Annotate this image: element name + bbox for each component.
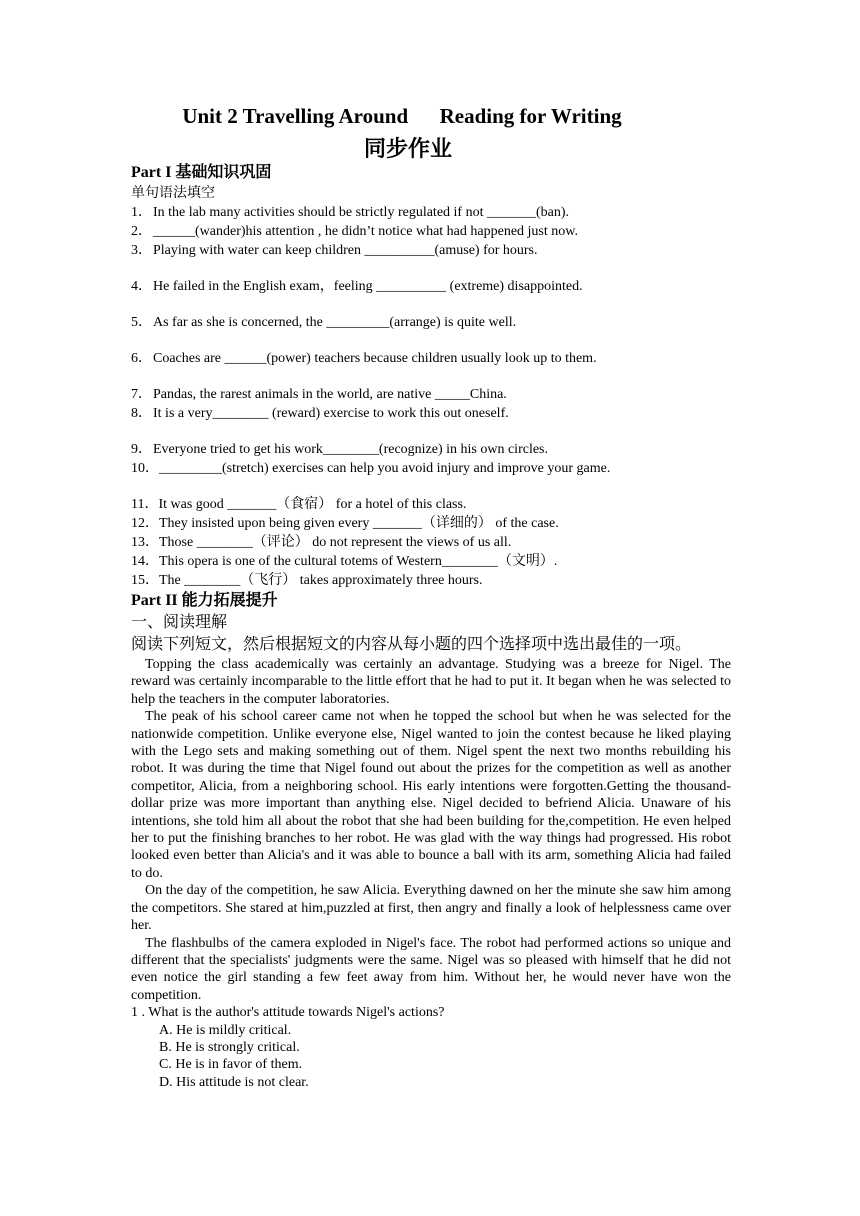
question-8: 8．It is a very________ (reward) exercise to work this out oneself. — [131, 406, 509, 421]
document-title: Unit 2 Travelling Around Reading for Writing — [182, 104, 622, 128]
question-11: 11．It was good _______（食宿） for a hotel of this class. — [131, 497, 467, 512]
question-9: 9．Everyone tried to get his work________(recognize) in his own circles. — [131, 442, 549, 457]
passage-paragraph: On the day of the competition, he saw Alicia. Everything dawned on her the minute she saw him among the competitors. She stared at him,puzzled at first, then angry and finally a look of helplessness came over her. — [131, 883, 731, 934]
part1-heading: Part I 基础知识巩固 — [131, 164, 272, 181]
question-2: 2．______(wander)his attention , he didn’t notice what had happened just now. — [131, 224, 578, 239]
mcq-question-1 — [131, 1004, 731, 1091]
mcq-option-b: B. He is strongly critical. — [159, 1039, 300, 1055]
part2-subheading: 一、阅读理解 — [131, 614, 228, 631]
question-5: 5．As far as she is concerned, the _________(arrange) is quite well. — [131, 315, 517, 330]
question-13: 13．Those ________（评论） do not represent the views of us all. — [131, 535, 512, 550]
question-3: 3．Playing with water can keep children __________(amuse) for hours. — [131, 243, 538, 258]
question-1: 1．In the lab many activities should be strictly regulated if not _______(ban). — [131, 205, 570, 220]
question-12: 12．They insisted upon being given every _______（详细的） of the case. — [131, 516, 559, 531]
part2-heading: Part II 能力拓展提升 — [131, 592, 278, 609]
question-14: 14．This opera is one of the cultural totems of Western________（文明）. — [131, 554, 558, 569]
question-10: 10．_________(stretch) exercises can help you avoid injury and improve your game. — [131, 461, 611, 476]
question-15: 15．The ________（飞行） takes approximately three hours. — [131, 573, 483, 588]
fill-in-questions — [131, 203, 731, 590]
reading-instruction: 阅读下列短文，然后根据短文的内容从每小题的四个选择项中选出最佳的一项。 — [131, 636, 692, 653]
passage-paragraph: The flashbulbs of the camera exploded in Nigel's face. The robot had performed actions so unique and different that the specialists' judgments were the same. Nigel was so pleased with himself that he did not even notice the girl standing a few feet away from him. Without her, he would never have won the competition. — [131, 935, 731, 1003]
part1-subheading: 单句语法填空 — [131, 186, 215, 201]
mcq-options — [131, 1022, 731, 1092]
question-6: 6．Coaches are ______(power) teachers because children usually look up to them. — [131, 351, 597, 366]
mcq-option-a: A. He is mildly critical. — [159, 1022, 292, 1038]
mcq-option-c: C. He is in favor of them. — [159, 1057, 303, 1073]
mcq-question-text: 1 . What is the author's attitude towards Nigel's actions? — [131, 1005, 445, 1021]
question-4: 4．He failed in the English exam，feeling __________ (extreme) disappointed. — [131, 279, 583, 294]
passage-paragraph: Topping the class academically was certainly an advantage. Studying was a breeze for Nigel. The reward was certainly incomparable to the little effort that he had to put it. It began when he was selected to help the teachers in the computer laboratories. — [131, 657, 731, 707]
passage-paragraph: The peak of his school career came not when he topped the school but when he was selected for the nationwide competition. Unlike everyone else, Nigel wanted to join the contest because he liked playing with the Lego sets and making something out of them. Nigel spent the next two months rebuilding his robot. It was during the time that Nigel found out about the prizes for the competition as well as another competitor, Alicia, from a neighboring school. His early intentions were forgotten.Getting the thousand-dollar prize was more important than anything else. Nigel decided to befriend Alicia. Unaware of his intentions, she told him all about the robot that she had been building for the,competition. He even helped her to put the finishing branches to her robot. He was glad with the way things had progressed. His robot looked even better than Alicia's and it was able to bounce a ball with its arm, something Alicia had failed to do. — [131, 709, 731, 881]
mcq-option-d: D. His attitude is not clear. — [159, 1074, 309, 1090]
document-subtitle: 同步作业 — [363, 136, 452, 161]
question-7: 7．Pandas, the rarest animals in the world, are native _____China. — [131, 387, 507, 402]
document-content — [131, 162, 731, 1091]
reading-passage — [131, 656, 731, 1004]
